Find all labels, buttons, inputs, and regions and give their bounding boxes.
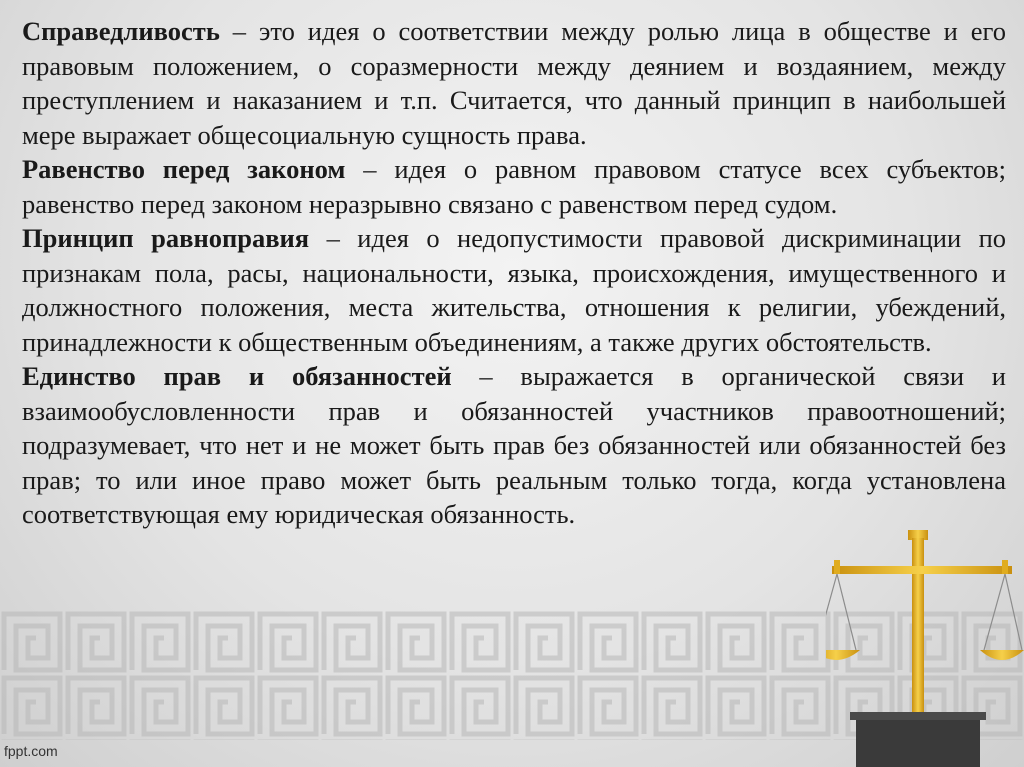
paragraph: [22, 221, 1006, 359]
term-heading: Равенство перед законом: [22, 154, 346, 184]
term-heading: Принцип равноправия: [22, 223, 310, 253]
term-heading: Единство прав и обязанностей: [22, 361, 452, 391]
scales-of-justice-icon: [826, 520, 1024, 767]
paragraph-text: – выражается в органической связи и взаимообусловленности прав и обязанностей участников правоотношений; подразумевает, что нет и не может быть прав без обязанностей или обязанностей без прав; то или иное право может быть реальным только тогда, когда установлена соответствующая ему юридическая обязанность.: [22, 361, 1006, 529]
slide-body: [22, 14, 1006, 532]
footer-brand: fppt.com: [4, 743, 58, 759]
paragraph-text: – это идея о соответствии между ролью лица в обществе и его правовым положением, о соразмерности между деянием и воздаянием, между преступлением и наказанием и т.п. Считается, что данный принцип в наибольшей мере выражает общесоциальную сущность права.: [22, 16, 1006, 150]
paragraph-text: – идея о равном правовом статусе всех субъектов; равенство перед законом неразрывно связано с равенством перед судом.: [22, 154, 1006, 219]
paragraph: [22, 359, 1006, 532]
paragraph: [22, 152, 1006, 221]
paragraph: [22, 14, 1006, 152]
term-heading: Справедливость: [22, 16, 220, 46]
paragraph-text: – идея о недопустимости правовой дискриминации по признакам пола, расы, национальности, языка, происхождения, имущественного и должностного положения, места жительства, отношения к религии, убеждений, принадлежности к общественным объединениям, а также других обстоятельств.: [22, 223, 1007, 357]
